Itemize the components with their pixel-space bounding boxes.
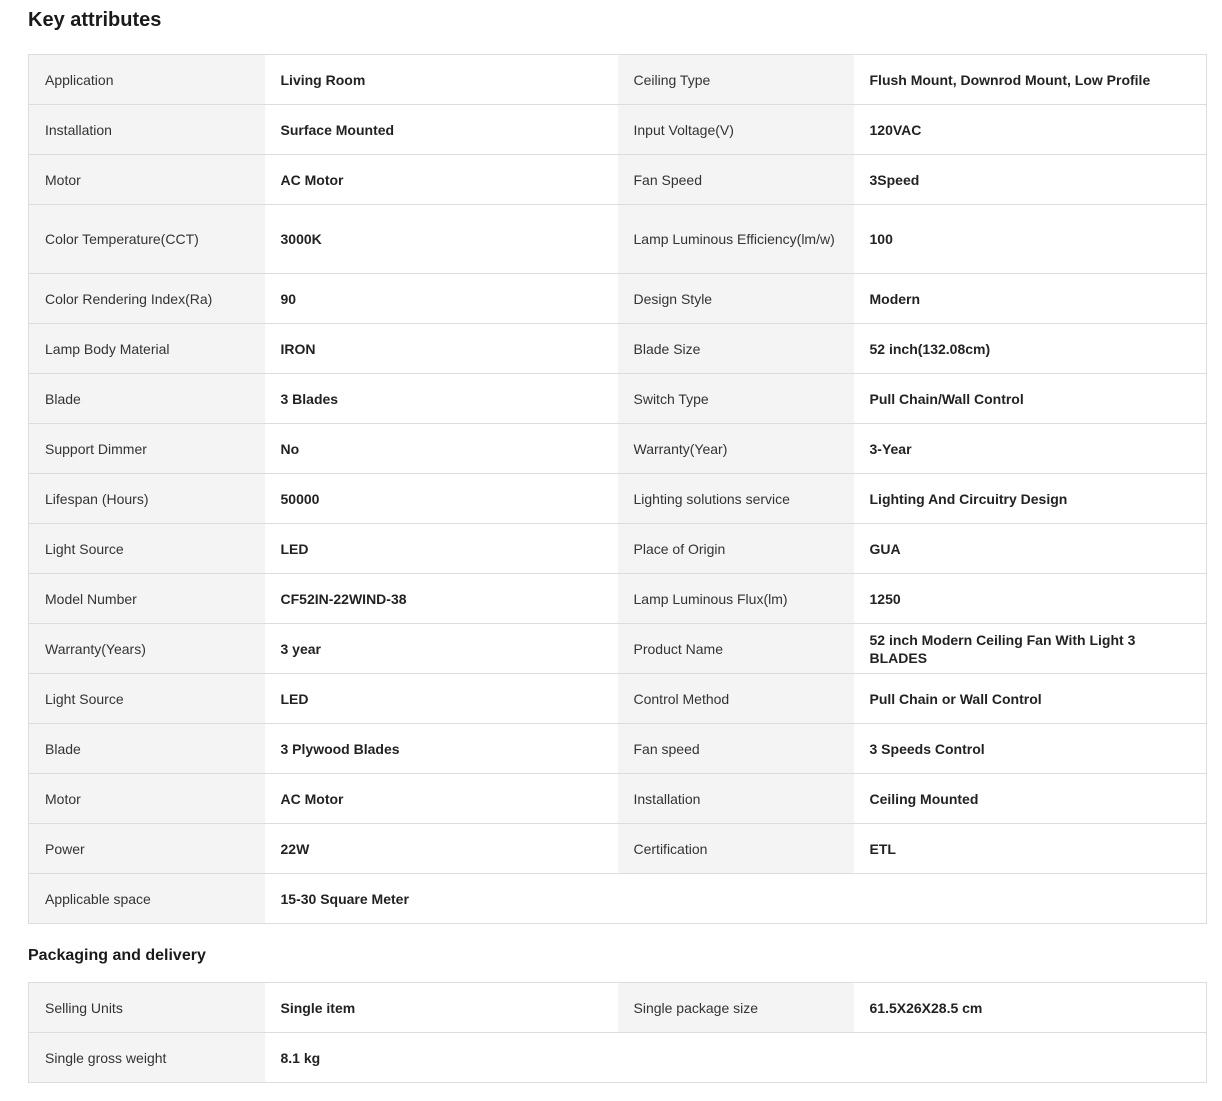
attribute-label: Certification: [618, 824, 854, 874]
attribute-value: Lighting And Circuitry Design: [854, 474, 1207, 524]
attribute-row: [29, 205, 1207, 274]
attribute-row: [29, 274, 1207, 324]
packaging-table: [28, 982, 1207, 1083]
attribute-row: [29, 874, 1207, 924]
attribute-value: Pull Chain/Wall Control: [854, 374, 1207, 424]
attribute-label: Design Style: [618, 274, 854, 324]
attribute-value: LED: [265, 524, 618, 574]
attribute-label: Motor: [29, 155, 265, 205]
attribute-value: 90: [265, 274, 618, 324]
attribute-label: Power: [29, 824, 265, 874]
attribute-value: 3 Blades: [265, 374, 618, 424]
attribute-value: ETL: [854, 824, 1207, 874]
attribute-row: [29, 524, 1207, 574]
attribute-label: Blade: [29, 724, 265, 774]
attribute-value: Ceiling Mounted: [854, 774, 1207, 824]
attributes-panel: [28, 0, 1206, 1083]
attribute-label: Light Source: [29, 674, 265, 724]
empty-cell: [618, 1033, 854, 1083]
attribute-label: Blade: [29, 374, 265, 424]
attribute-row: [29, 105, 1207, 155]
attribute-row: [29, 674, 1207, 724]
attribute-value: Surface Mounted: [265, 105, 618, 155]
key-attributes-heading: Key attributes: [28, 9, 162, 31]
attribute-label: Lamp Luminous Flux(lm): [618, 574, 854, 624]
attribute-value: Modern: [854, 274, 1207, 324]
empty-cell: [854, 874, 1207, 924]
attribute-label: Lighting solutions service: [618, 474, 854, 524]
attribute-label: Control Method: [618, 674, 854, 724]
attribute-label: Model Number: [29, 574, 265, 624]
attribute-row: [29, 824, 1207, 874]
attribute-label: Color Temperature(CCT): [29, 205, 265, 274]
attribute-value: 3 year: [265, 624, 618, 674]
attribute-value: 120VAC: [854, 105, 1207, 155]
attribute-label: Product Name: [618, 624, 854, 674]
attribute-label: Light Source: [29, 524, 265, 574]
attribute-label: Color Rendering Index(Ra): [29, 274, 265, 324]
attribute-value: 50000: [265, 474, 618, 524]
attribute-value: CF52IN-22WIND-38: [265, 574, 618, 624]
attribute-row: [29, 155, 1207, 205]
attribute-row: [29, 55, 1207, 105]
attribute-row: [29, 983, 1207, 1033]
attribute-value: 3Speed: [854, 155, 1207, 205]
attribute-value: 8.1 kg: [265, 1033, 618, 1083]
attribute-row: [29, 374, 1207, 424]
attribute-value: IRON: [265, 324, 618, 374]
attribute-row: [29, 574, 1207, 624]
empty-cell: [618, 874, 854, 924]
attribute-value: Single item: [265, 983, 618, 1033]
attribute-label: Installation: [618, 774, 854, 824]
attribute-label: Lifespan (Hours): [29, 474, 265, 524]
attribute-value: Flush Mount, Downrod Mount, Low Profile: [854, 55, 1207, 105]
attribute-label: Selling Units: [29, 983, 265, 1033]
attribute-label: Place of Origin: [618, 524, 854, 574]
attribute-value: 3000K: [265, 205, 618, 274]
packaging-heading: Packaging and delivery: [28, 947, 206, 964]
attribute-row: [29, 774, 1207, 824]
attribute-label: Blade Size: [618, 324, 854, 374]
attribute-label: Motor: [29, 774, 265, 824]
attribute-label: Warranty(Years): [29, 624, 265, 674]
attribute-value: AC Motor: [265, 774, 618, 824]
attribute-row: [29, 474, 1207, 524]
attribute-value: 52 inch(132.08cm): [854, 324, 1207, 374]
attribute-label: Warranty(Year): [618, 424, 854, 474]
attribute-label: Fan speed: [618, 724, 854, 774]
attribute-row: [29, 424, 1207, 474]
attribute-value: GUA: [854, 524, 1207, 574]
attribute-label: Single gross weight: [29, 1033, 265, 1083]
attribute-value: 61.5X26X28.5 cm: [854, 983, 1207, 1033]
attribute-row: [29, 1033, 1207, 1083]
attribute-value: No: [265, 424, 618, 474]
attribute-label: Applicable space: [29, 874, 265, 924]
key-attributes-table: [28, 54, 1207, 924]
attribute-label: Single package size: [618, 983, 854, 1033]
attribute-value: 15-30 Square Meter: [265, 874, 618, 924]
attribute-value: 3 Speeds Control: [854, 724, 1207, 774]
attribute-label: Installation: [29, 105, 265, 155]
attribute-label: Switch Type: [618, 374, 854, 424]
attribute-label: Lamp Luminous Efficiency(lm/w): [618, 205, 854, 274]
attribute-label: Input Voltage(V): [618, 105, 854, 155]
attribute-label: Application: [29, 55, 265, 105]
attribute-label: Fan Speed: [618, 155, 854, 205]
attribute-value: 22W: [265, 824, 618, 874]
attribute-value: Pull Chain or Wall Control: [854, 674, 1207, 724]
attribute-row: [29, 624, 1207, 674]
empty-cell: [854, 1033, 1207, 1083]
attribute-value: Living Room: [265, 55, 618, 105]
attribute-value: LED: [265, 674, 618, 724]
attribute-value: 1250: [854, 574, 1207, 624]
attribute-value: 52 inch Modern Ceiling Fan With Light 3 BLADES: [854, 624, 1207, 674]
attribute-value: AC Motor: [265, 155, 618, 205]
attribute-value: 3-Year: [854, 424, 1207, 474]
attribute-label: Ceiling Type: [618, 55, 854, 105]
attribute-label: Support Dimmer: [29, 424, 265, 474]
attribute-value: 3 Plywood Blades: [265, 724, 618, 774]
attribute-label: Lamp Body Material: [29, 324, 265, 374]
attribute-row: [29, 724, 1207, 774]
attribute-row: [29, 324, 1207, 374]
attribute-value: 100: [854, 205, 1207, 274]
